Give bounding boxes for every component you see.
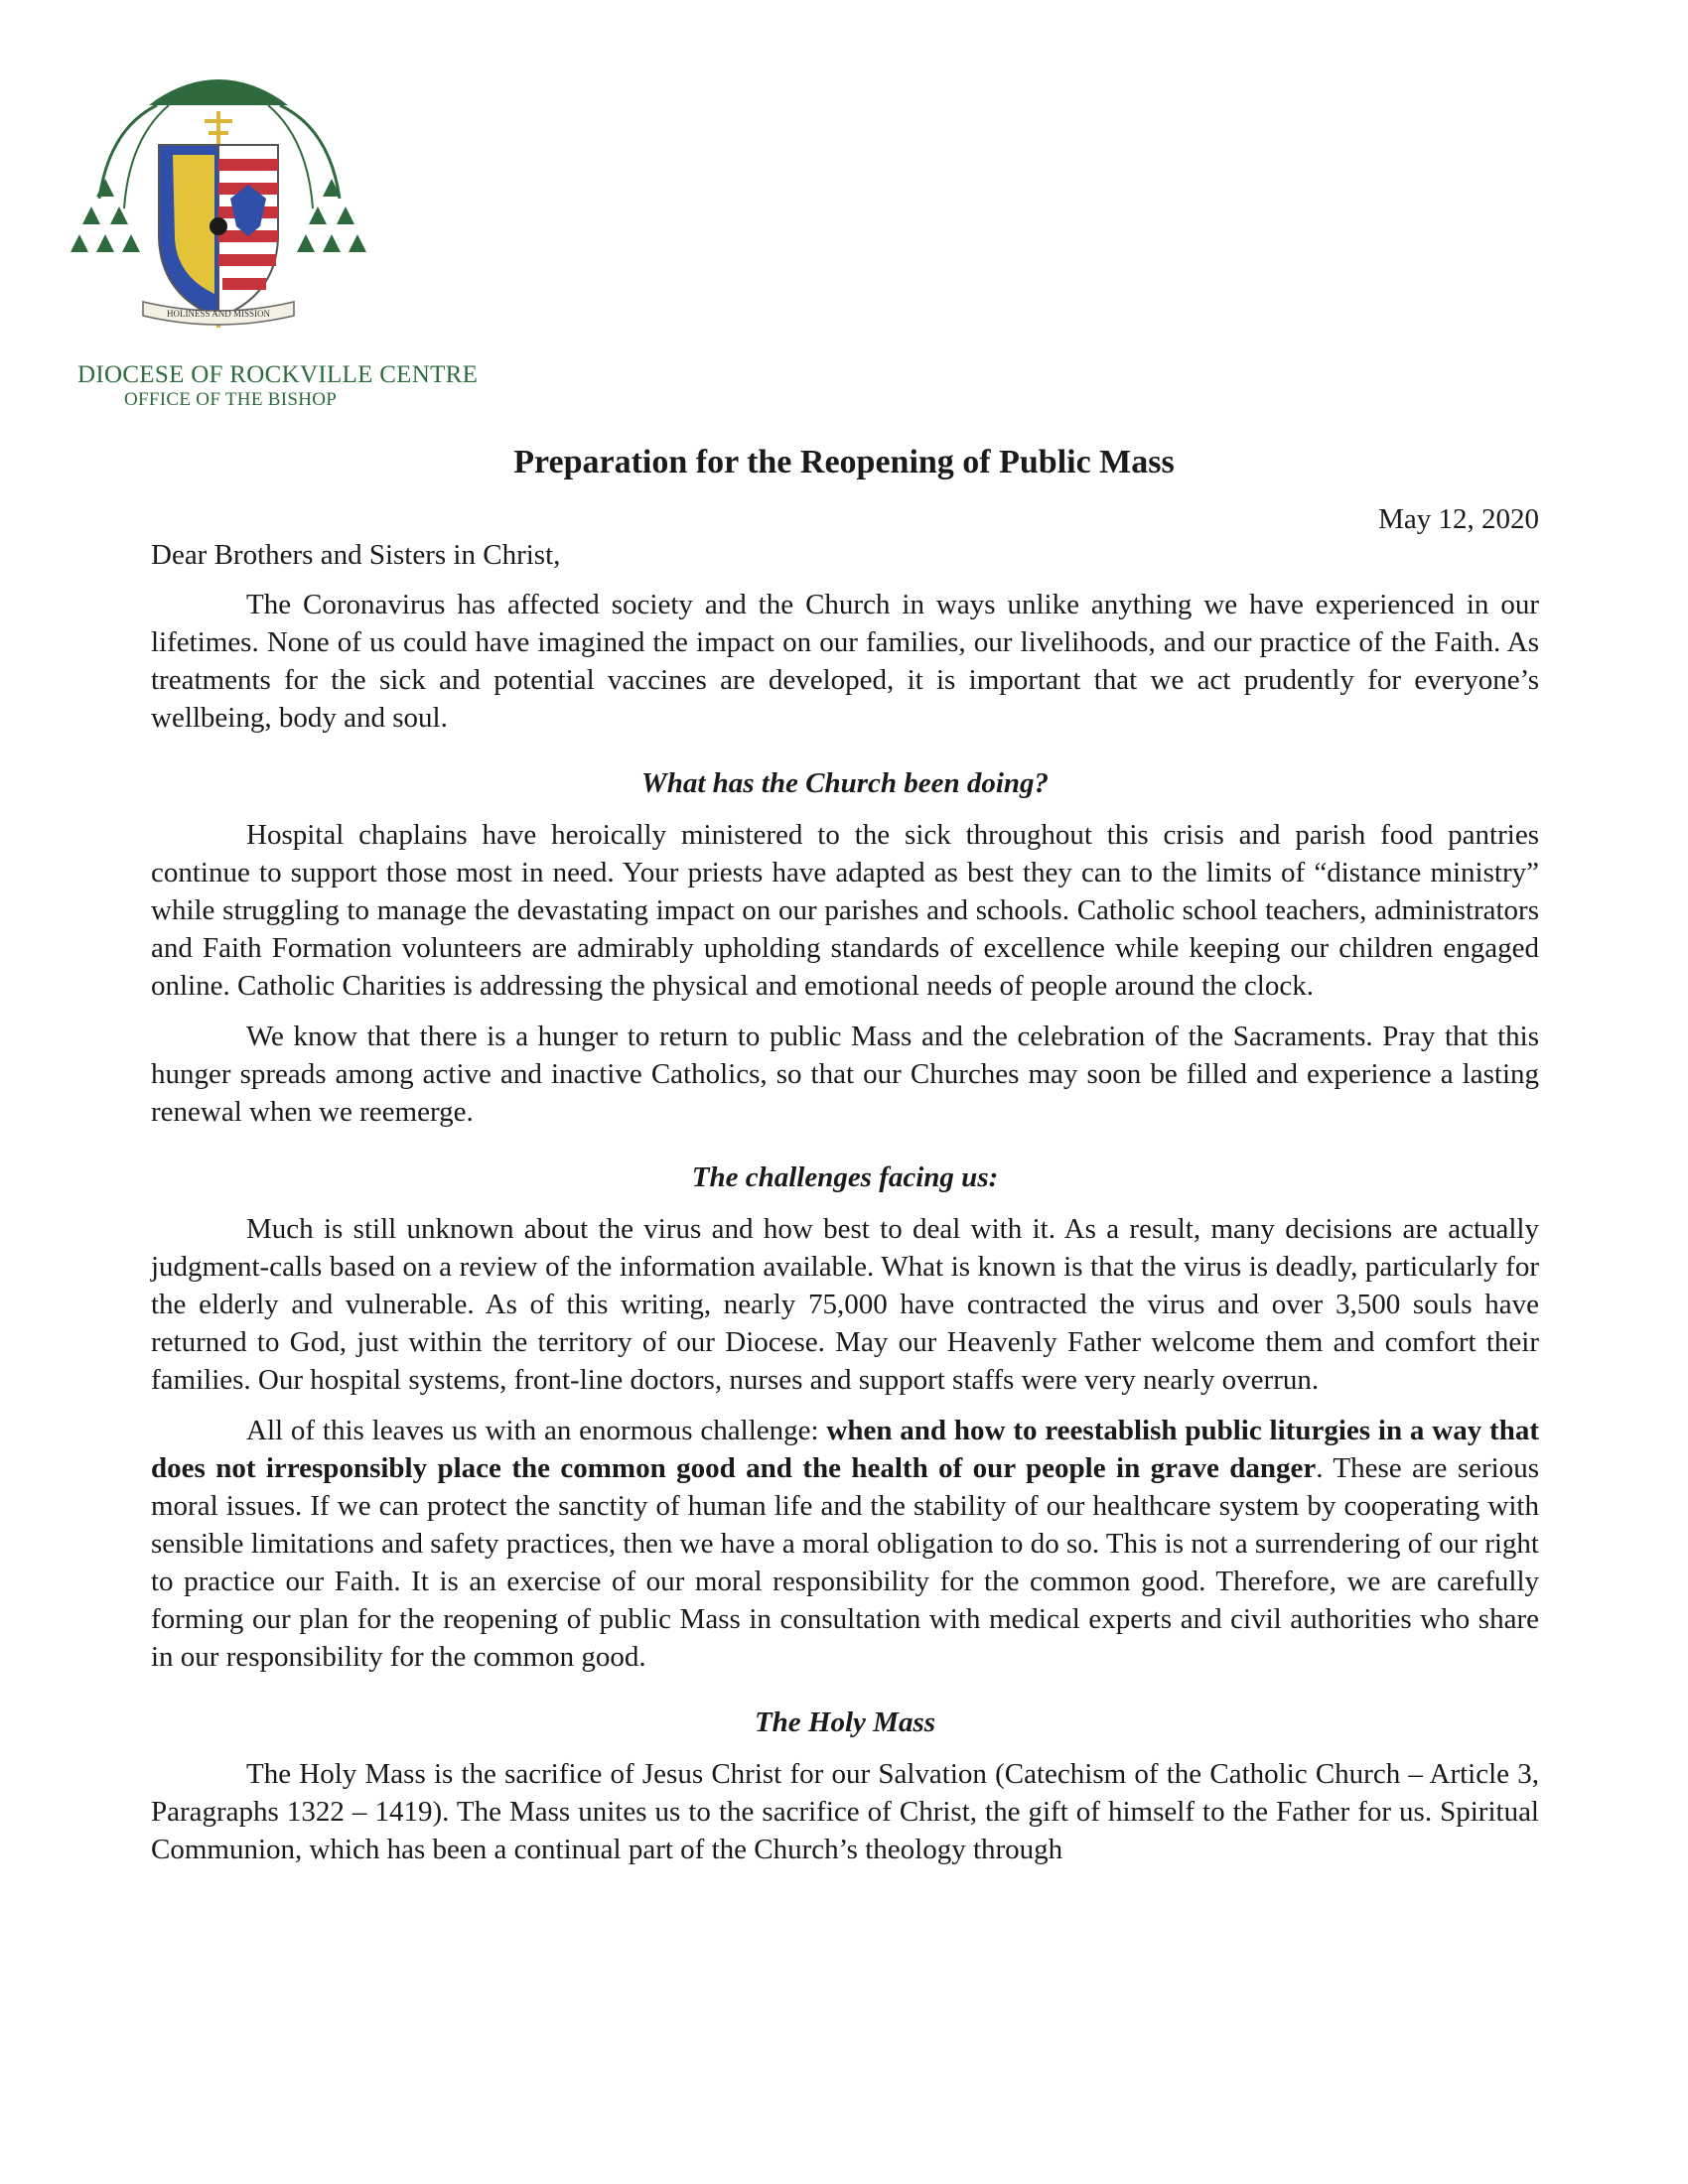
- diocese-name: DIOCESE OF ROCKVILLE CENTRE: [77, 361, 479, 388]
- paragraph-challenges-2-start: All of this leaves us with an enormous challenge:: [246, 1415, 827, 1446]
- left-tassels: [70, 179, 140, 252]
- section-heading-holy-mass: The Holy Mass: [754, 1706, 936, 1738]
- office-name: OFFICE OF THE BISHOP: [124, 389, 338, 410]
- letter-date: May 12, 2020: [1378, 503, 1539, 535]
- paragraph-challenges-1: Much is still unknown about the virus and how best to deal with it. As a result, many decisions are actually judgment-calls based on a review of the information available. What is known is that the virus is deadly, particularly for the elderly and vulnerable. As of this writing, nearly 75,000 have contracted the virus and over 3,500 souls have returned to God, just within the territory of our Diocese. May our Heavenly Father welcome them and comfort their families. Our hospital systems, front-line doctors, nurses and support staffs were very nearly overrun.: [151, 1213, 1539, 1396]
- paragraph-challenges-2-end: . These are serious moral issues. If we can protect the sanctity of human life and the stability of our healthcare system by cooperating with sensible limitations and safety practices, then we have a moral obligation to do so. This is not a surrendering of our right to practice our Faith. It is an exercise of our moral responsibility for the common good. Therefore, we are carefully forming our plan for the reopening of public Mass in consultation with medical experts and civil authorities who share in our responsibility for the common good.: [151, 1452, 1539, 1673]
- letter-title: Preparation for the Reopening of Public Mass: [513, 444, 1175, 480]
- paragraph-challenges-2-emphasis: when and how to reestablish public liturgies in a way that does not irresponsibly place the common good and the health of our people in grave danger: [151, 1415, 1539, 1484]
- shield: [159, 145, 278, 318]
- letter-body: [151, 536, 1539, 1868]
- paragraph-holy-mass-1: The Holy Mass is the sacrifice of Jesus Christ for our Salvation (Catechism of the Catholic Church – Article 3, Paragraphs 1322 – 1419). The Mass unites us to the sacrifice of Christ, the gift of himself to the Father for us. Spiritual Communion, which has been a continual part of the Church’s theology through: [151, 1758, 1539, 1865]
- section-heading-challenges: The challenges facing us:: [691, 1161, 999, 1193]
- paragraph-challenges-2: [151, 1412, 1539, 1676]
- right-tassels: [297, 179, 366, 252]
- intro-paragraph: The Coronavirus has affected society and the Church in ways unlike anything we have experienced in our lifetimes. None of us could have imagined the impact on our families, our livelihoods, and our practice of the Faith. As treatments for the sick and potential vaccines are developed, it is important that we act prudently for everyone’s wellbeing, body and soul.: [151, 589, 1539, 734]
- section-heading-church-doing: What has the Church been doing?: [640, 767, 1050, 799]
- paragraph-church-doing-2: We know that there is a hunger to return to public Mass and the celebration of the Sacraments. Pray that this hunger spreads among active and inactive Catholics, so that our Churches may soon be filled and experience a lasting renewal when we reemerge.: [151, 1021, 1539, 1128]
- coat-of-arms: [70, 60, 367, 347]
- svg-text:HOLINESS AND MISSION: HOLINESS AND MISSION: [166, 309, 271, 319]
- salutation: Dear Brothers and Sisters in Christ,: [151, 539, 561, 571]
- coat-of-arms-graphic: [70, 60, 367, 347]
- paragraph-church-doing-1: Hospital chaplains have heroically ministered to the sick throughout this crisis and parish food pantries continue to support those most in need. Your priests have adapted as best they can to the limits of “distance ministry” while struggling to manage the devastating impact on our parishes and schools. Catholic school teachers, administrators and Faith Formation volunteers are admirably upholding standards of excellence while keeping our children engaged online. Catholic Charities is addressing the physical and emotional needs of people around the clock.: [151, 819, 1539, 1002]
- galero-hat: [149, 79, 288, 105]
